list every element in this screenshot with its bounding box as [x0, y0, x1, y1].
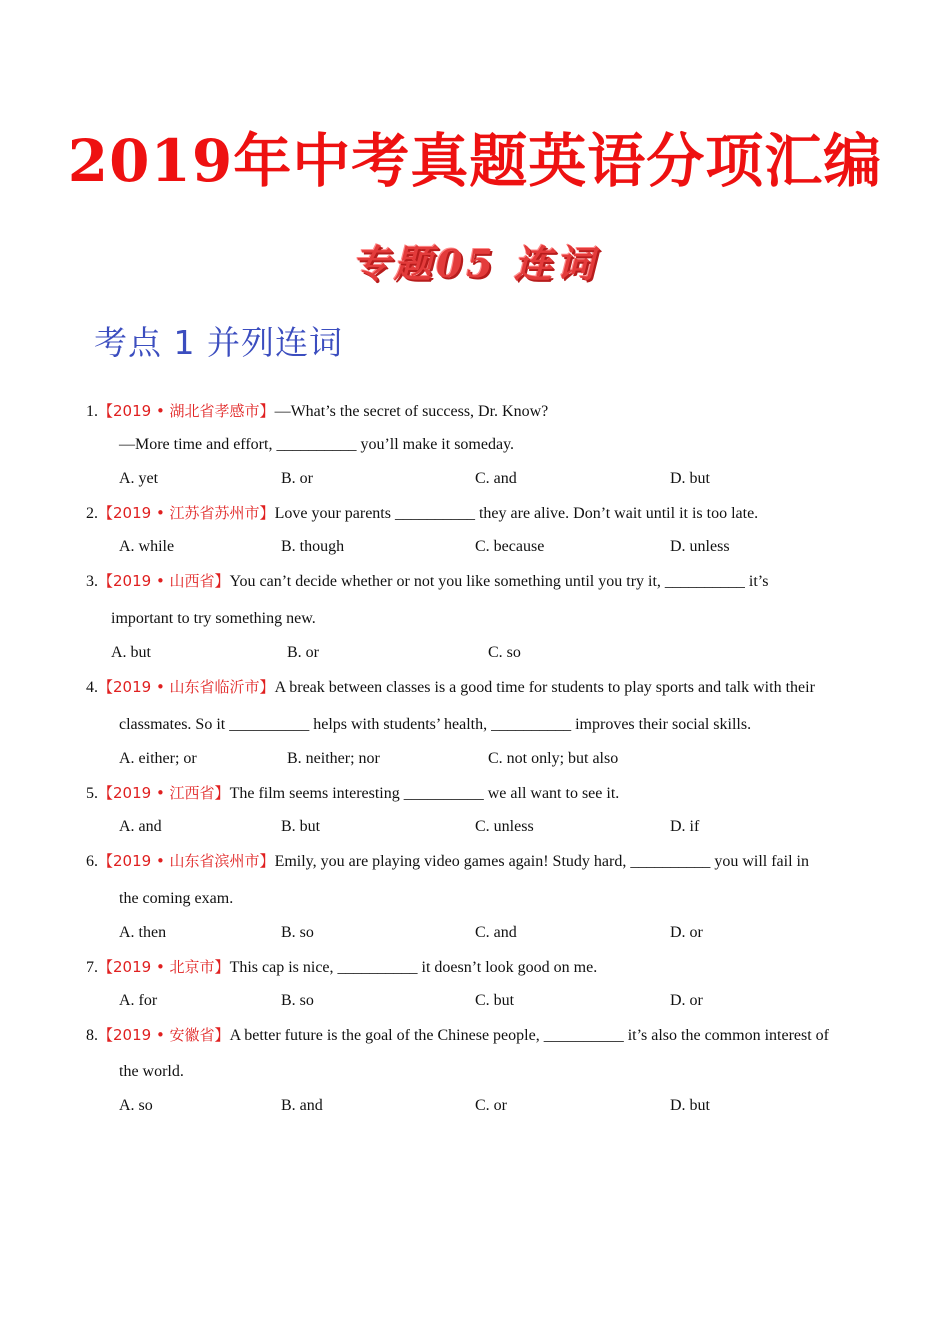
section-heading: 考点 1 并列连词 — [94, 323, 343, 362]
question-source: 【2019 • 江西省】 — [98, 784, 230, 802]
question-number: 3. — [86, 573, 98, 590]
option-c: C. because — [475, 538, 545, 555]
option-b: B. and — [281, 1097, 323, 1114]
option-a: A. then — [119, 924, 167, 941]
question-text: the coming exam. — [119, 890, 234, 907]
option-c: C. and — [475, 924, 517, 941]
option-b: B. though — [281, 538, 345, 555]
option-b: B. so — [281, 992, 314, 1009]
question-number: 5. — [86, 785, 98, 802]
question-source: 【2019 • 山东省滨州市】 — [98, 852, 275, 870]
option-b: B. or — [287, 644, 319, 661]
question-source: 【2019 • 山东省临沂市】 — [98, 678, 275, 696]
option-c: C. so — [488, 644, 521, 661]
question-number: 1. — [86, 403, 98, 420]
option-a: A. and — [119, 818, 162, 835]
option-a: A. while — [119, 538, 175, 555]
question-text: Emily, you are playing video games again! Study hard, __________ you will fail in — [274, 853, 809, 870]
question-source: 【2019 • 湖北省孝感市】 — [98, 402, 275, 420]
option-a: A. for — [119, 992, 158, 1009]
option-b: B. but — [281, 818, 321, 835]
question-number: 4. — [86, 679, 98, 696]
question-number: 6. — [86, 853, 98, 870]
question-text: The film seems interesting __________ we all want to see it. — [229, 785, 620, 802]
option-d: D. if — [670, 818, 700, 835]
option-b: B. or — [281, 470, 313, 487]
option-d: D. but — [670, 470, 710, 487]
question-text: Love your parents __________ they are alive. Don’t wait until it is too late. — [274, 505, 759, 522]
question-text: A better future is the goal of the Chinese people, __________ it’s also the common interest of — [229, 1027, 829, 1044]
option-d: D. or — [670, 924, 703, 941]
option-d: D. but — [670, 1097, 710, 1114]
document-title: 2019年中考真题英语分项汇编 — [67, 127, 883, 195]
question-source: 【2019 • 北京市】 — [98, 958, 230, 976]
option-a: A. yet — [119, 470, 159, 487]
option-a: A. but — [111, 644, 151, 661]
option-a: A. so — [119, 1097, 153, 1114]
question-text: —What’s the secret of success, Dr. Know? — [274, 403, 549, 420]
question-text: important to try something new. — [111, 610, 316, 627]
option-c: C. unless — [475, 818, 534, 835]
option-b: B. neither; nor — [287, 750, 380, 767]
question-number: 8. — [86, 1027, 98, 1044]
option-a: A. either; or — [119, 750, 197, 767]
question-text: You can’t decide whether or not you like something until you try it, __________ it’s — [229, 573, 769, 590]
option-d: D. or — [670, 992, 703, 1009]
question-text: the world. — [119, 1063, 184, 1080]
option-c: C. not only; but also — [488, 750, 619, 767]
question-number: 7. — [86, 959, 98, 976]
question-source: 【2019 • 江苏省苏州市】 — [98, 504, 275, 522]
option-d: D. unless — [670, 538, 730, 555]
question-text: This cap is nice, __________ it doesn’t look good on me. — [229, 959, 598, 976]
question-text: classmates. So it __________ helps with students’ health, __________ improves their social skills. — [119, 716, 752, 733]
question-source: 【2019 • 安徽省】 — [98, 1026, 230, 1044]
question-text: —More time and effort, __________ you’ll make it someday. — [119, 436, 515, 453]
option-b: B. so — [281, 924, 314, 941]
question-text: A break between classes is a good time for students to play sports and talk with their — [274, 679, 815, 696]
question-source: 【2019 • 山西省】 — [98, 572, 230, 590]
option-c: C. or — [475, 1097, 507, 1114]
option-c: C. but — [475, 992, 515, 1009]
question-number: 2. — [86, 505, 98, 522]
topic-subtitle: 专题05 连词 — [351, 241, 599, 286]
option-c: C. and — [475, 470, 517, 487]
